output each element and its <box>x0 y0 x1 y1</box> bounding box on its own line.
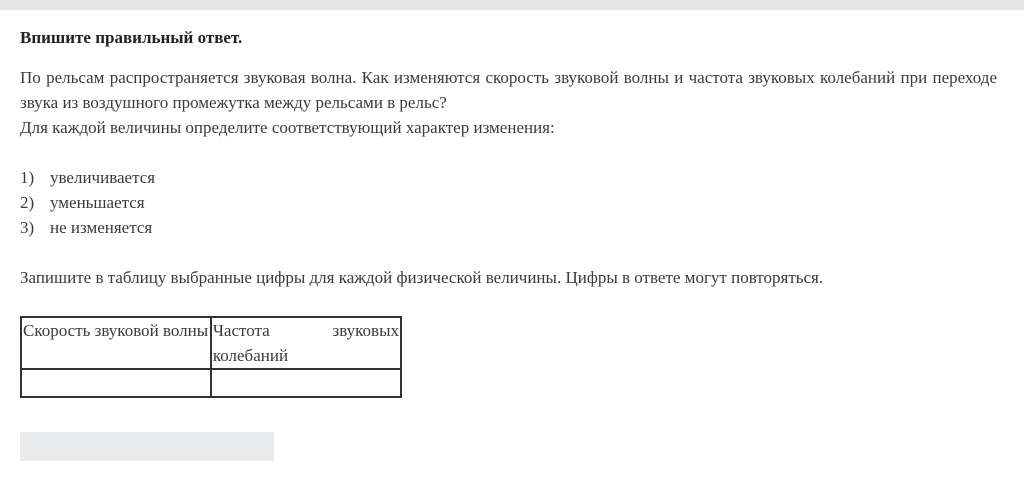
submit-button[interactable] <box>20 432 274 461</box>
option-number: 1) <box>20 168 35 187</box>
option-text: уменьшается <box>50 193 145 212</box>
answer-input-speed[interactable] <box>22 371 210 396</box>
question-text: По рельсам распространяется звуковая волна. Как изменяются скорость звуковой волны и частота звуковых колебаний при переходе звука из воздушного промежутка между рельсами в рельс? <box>20 68 997 112</box>
option-item <box>20 190 997 215</box>
options-list <box>20 165 997 240</box>
option-number: 2) <box>20 193 35 212</box>
answer-table-header-row <box>21 317 401 369</box>
top-bar <box>0 0 1024 10</box>
option-number: 3) <box>20 218 35 237</box>
header-sound-speed: Скорость звуковой волны <box>21 317 211 369</box>
answer-table <box>20 316 402 398</box>
subquestion-text: Для каждой величины определите соответствующий характер изменения: <box>20 118 555 137</box>
task-question <box>20 65 997 140</box>
option-item <box>20 165 997 190</box>
answer-table-input-row <box>21 369 401 397</box>
header-sound-frequency: Частота звуковых колебаний <box>211 317 401 369</box>
option-item <box>20 215 997 240</box>
task-heading: Впишите правильный ответ. <box>20 28 243 47</box>
answer-input-frequency[interactable] <box>212 371 400 396</box>
instruction-text: Запишите в таблицу выбранные цифры для каждой физической величины. Цифры в ответе могут повторяться. <box>20 268 824 287</box>
task-content <box>20 27 997 290</box>
answer-cell-frequency <box>211 369 401 397</box>
option-text: увеличивается <box>50 168 156 187</box>
option-text: не изменяется <box>50 218 153 237</box>
answer-cell-speed <box>21 369 211 397</box>
